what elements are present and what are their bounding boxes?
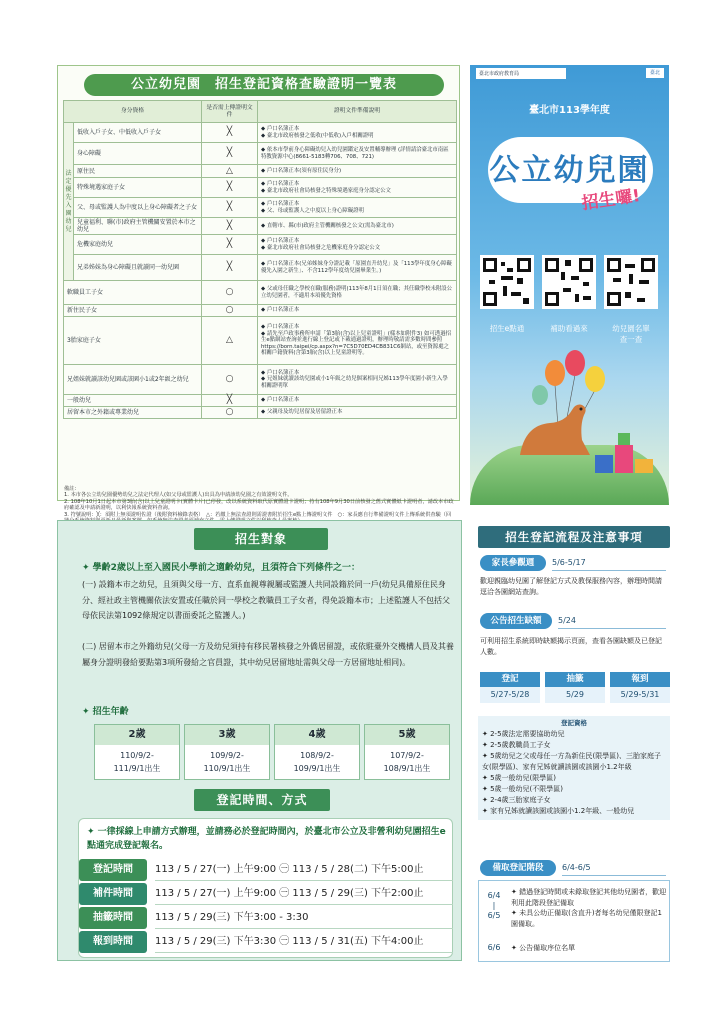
- table-row: [64, 123, 457, 143]
- qr-label-enrollment: 招生e點通: [489, 324, 525, 333]
- table-title: 公立幼兒園 招生登記資格查驗證明一覽表: [84, 74, 444, 96]
- row-doc: ◆ 戶口名簿正本 ◆ 父、母或監護人之中度以上身心障礙證明: [258, 198, 457, 218]
- qualification-table: [63, 100, 456, 488]
- time-label: 抽籤時間: [79, 907, 147, 929]
- table-row: [64, 365, 457, 395]
- stage-text-visit: 歡迎親臨幼兒園了解登記方式及教保服務內容，辦理時間請逕洽各園網站查詢。: [480, 577, 662, 596]
- corner-tag: 臺北: [646, 68, 664, 78]
- age-label: 5歲: [365, 725, 449, 745]
- time-lead: ✦ 一律採線上申請方式辦理，並請務必於登記時間內，於臺北市公立及非營利幼兒園招生e點通完成登記報名。: [87, 827, 446, 851]
- qr-code-icon[interactable]: [604, 255, 658, 309]
- row-label: 3胎家庭子女: [64, 317, 202, 365]
- step-head: 報到: [610, 672, 670, 687]
- qualification-table-panel: [57, 65, 460, 518]
- list-item: ✦ 2-5歲法定需要協助幼兒: [482, 730, 565, 738]
- target-condition-1: (一) 設籍本市之幼兒，且須與父母一方、直系血親尊親屬或監護人共同設籍於同一戶(幼兒具備原住民身分、經社政主管機關依法安置或任職於同一學校之教職員工子女者，得免設籍本市；上述監護人不包括父母依民法第1092條規定以書面委託之監護人。): [82, 580, 450, 620]
- table-row: [64, 317, 457, 365]
- time-value: 113 / 5 / 27(一) 上午9:00 ㊀ 113 / 5 / 28(二) 下午5:00止: [155, 859, 453, 881]
- eligibility-title: 登記資格: [561, 719, 587, 727]
- qr-code-icon[interactable]: [542, 255, 596, 309]
- step-date: 5/29-5/31: [610, 687, 670, 703]
- row-mark: ╳: [202, 255, 258, 281]
- row-doc: ◆ 依本市學前身心障礙幼兒入幼兒園鑑定及安置輔導辦理 (詳情請洽臺北市南區特教資源中心(8661-5183轉706、708、721): [258, 143, 457, 165]
- list-item: ✦ 5歲幼兒之父或母任一方為新住民(限學區)、三胎家庭子女(限學區)、家有兄姊就讀該園或該園小1.2年級: [482, 752, 662, 771]
- column-header-docs: 證明文件準備說明: [258, 101, 457, 123]
- row-doc: ◆ 戶口名簿正本 ◆ 臺北市政府核發之低收(中低收)入戶相關證明: [258, 123, 457, 143]
- age-born: 107/9/2- 108/9/1出生: [383, 751, 431, 773]
- time-label: 報到時間: [79, 931, 147, 953]
- step-date: 5/27-5/28: [480, 687, 540, 703]
- row-label: 身心障礙: [74, 143, 202, 165]
- list-item: ✦ 5歲一般幼兒(限學區): [482, 774, 557, 782]
- row-label: 特殊境遇家庭子女: [74, 178, 202, 198]
- step-head: 抽籤: [545, 672, 605, 687]
- target-lead: ✦ 學齡2歲以上至入國民小學前之適齡幼兒，且須符合下列條件之一：: [82, 563, 360, 573]
- row-doc: ◆ 父親母及幼兒居留及居留證正本: [258, 407, 457, 419]
- table-row: [64, 165, 457, 178]
- table-row: [64, 407, 457, 419]
- row-label: 兄姐妹就讀該幼兒園或該園小1或2年級之幼兒: [64, 365, 202, 395]
- step-report: [610, 672, 670, 703]
- age-label: 2歲: [95, 725, 179, 745]
- age-card: [274, 724, 360, 780]
- time-value: 113 / 5 / 27(一) 上午9:00 ㊀ 113 / 5 / 29(三) 下午2:00止: [155, 883, 453, 905]
- target-condition-2: (二) 居留本市之外籍幼兒(父母一方及幼兒須持有移民署核發之外僑居留證，或依駐臺外交機構人員及其養屬身分證明發給要點第3項所發給之官員證，其中幼兒居留地址需與父母一方居留地址相同)。: [82, 642, 454, 667]
- stage-tag-visit: 家長參觀週: [480, 555, 546, 571]
- row-mark: ○: [202, 407, 258, 419]
- row-label: 一般幼兒: [64, 395, 202, 407]
- row-mark: △: [202, 165, 258, 178]
- row-doc: ◆ 父或母任職之學校在職(服務)證明(113年8月1日須在職；其任職學校未附設公立幼兒園者，不適用本項優先資格: [258, 281, 457, 305]
- table-row: [64, 395, 457, 407]
- standby-date: 6/4 | 6/5: [487, 891, 501, 920]
- column-header-upload: 是否需上傳證明文件: [202, 101, 258, 123]
- process-heading: 招生登記流程及注意事項: [478, 526, 670, 548]
- step-date: 5/29: [545, 687, 605, 703]
- standby-text: ✦ 公告備取序位名單: [511, 944, 576, 952]
- dinosaur-icon: [510, 395, 600, 465]
- step-lottery: [545, 672, 605, 703]
- age-born: 109/9/2- 110/9/1出生: [203, 751, 251, 773]
- row-mark: ╳: [202, 218, 258, 235]
- row-doc: ◆ 戶口名簿正本 ◆ 臺北市政府社會局核發之危機家庭身分認定公文: [258, 235, 457, 255]
- table-row: [64, 235, 457, 255]
- stage-date-standby: 6/4-6/5: [562, 860, 666, 876]
- row-doc: ◆ 戶口名簿正本(兄弟姊妹身分證記載「原園直升幼兒」及「113學年度身心障礙優先入園之新生」、不含112學年度幼兒園畢業生。): [258, 255, 457, 281]
- stage-text-vacancy: 可利用招生系統即時缺額揭示頁面，查看各園缺額及已登記人數。: [480, 637, 662, 656]
- row-label: 新住民子女: [64, 305, 202, 317]
- side-label: 法定優先入園幼兒: [64, 123, 74, 281]
- time-row: [79, 883, 454, 905]
- row-label: 居留本市之外籍或專業幼兒: [64, 407, 202, 419]
- standby-text: ✦ 錯過登記時間或未錄取登記其他幼兒園者，歡迎利用此階段登記備取 ✦ 未具公幼正備取(含直升)者每名幼兒僅限登記1園備取。: [511, 888, 667, 928]
- age-label: 3歲: [185, 725, 269, 745]
- age-card: [184, 724, 270, 780]
- table-body: [64, 123, 457, 419]
- row-label: 父、母或監護人為中度以上身心障礙者之子女: [74, 198, 202, 218]
- table-row: [64, 198, 457, 218]
- stage-date-visit: 5/6-5/17: [552, 555, 666, 571]
- standby-box: [478, 880, 670, 962]
- row-mark: △: [202, 317, 258, 365]
- list-item: ✦ 5歲一般幼兒(不限學區): [482, 785, 564, 793]
- time-label: 補件時間: [79, 883, 147, 905]
- row-doc: ◆ 戶口名簿正本 ◆ 兄姐妹就讀該幼兒園或小1年級之幼兒個案相同兄姊113學年度園小新生入學相關證明單: [258, 365, 457, 395]
- table-row: [64, 255, 457, 281]
- row-mark: ╳: [202, 395, 258, 407]
- cover-subtitle: 招生囉!: [580, 186, 642, 214]
- step-head: 登記: [480, 672, 540, 687]
- step-register: [480, 672, 540, 703]
- row-label: 原住民: [74, 165, 202, 178]
- age-born: 110/9/2- 111/9/1出生: [113, 751, 161, 773]
- qr-label-list: 幼兒園名單 查一查: [612, 324, 650, 344]
- cover-title: 公立幼兒園: [489, 153, 650, 188]
- table-row: [64, 178, 457, 198]
- section-heading-time: 登記時間、方式: [194, 789, 330, 811]
- table-row: [64, 305, 457, 317]
- cover-year: 臺北市113學年度: [529, 105, 610, 116]
- brochure-cover: [470, 65, 669, 501]
- registration-panel: [57, 520, 462, 961]
- row-label: 兄弟姊妹為身心障礙且就讀同一幼兒園: [74, 255, 202, 281]
- age-born: 108/9/2- 109/9/1出生: [293, 751, 341, 773]
- row-mark: ╳: [202, 198, 258, 218]
- age-card: [94, 724, 180, 780]
- toy-blocks-icon: [590, 425, 660, 485]
- standby-date: 6/6: [487, 943, 501, 952]
- row-label: 兒童福利、聯(市)政府主管機關安置於本市之幼兒: [74, 218, 202, 235]
- eligibility-list: [478, 716, 670, 820]
- time-label: 登記時間: [79, 859, 147, 881]
- bureau-logo: 臺北市政府教育局: [476, 68, 566, 79]
- time-row: [79, 907, 454, 929]
- row-label: 軟職員工子女: [64, 281, 202, 305]
- qr-label-subsidy: 補助看過來: [550, 324, 588, 333]
- row-mark: ╳: [202, 178, 258, 198]
- time-value: 113 / 5 / 29(三) 下午3:30 ㊀ 113 / 5 / 31(五) 下午4:00止: [155, 931, 453, 953]
- registration-time-box: [78, 818, 453, 958]
- row-doc: ◆ 戶口名簿正本 ◆ 臺北市政府社會局核發之特殊境遇家庭身分認定公文: [258, 178, 457, 198]
- stage-date-vacancy: 5/24: [558, 613, 666, 629]
- time-row: [79, 859, 454, 881]
- stage-tag-standby: 備取登記階段: [480, 860, 556, 876]
- list-item: ✦ 家有兄姊就讀該園或該園小1.2年級、一般幼兒: [482, 807, 635, 815]
- age-title: ✦ 招生年齡: [82, 707, 129, 717]
- row-mark: ╳: [202, 143, 258, 165]
- stage-tag-vacancy: 公告招生缺額: [480, 613, 552, 629]
- row-mark: ○: [202, 365, 258, 395]
- age-label: 4歲: [275, 725, 359, 745]
- row-doc: ◆ 戶口名簿正本: [258, 395, 457, 407]
- list-item: ✦ 2-5歲教職員工子女: [482, 741, 551, 749]
- table-row: [64, 218, 457, 235]
- table-note: 備註： 1. 本市各公立幼兒園優勢幼兒之法定代理人(如父母或監護人)出具為申請該幼兒園之有效證明文件。 2. 108年10月1日起本市第3胎(含)以上兒童證明卡(實體卡片)已停發，改以系統資料取代原實體證卡證明；持有108年9月30日前核發之舊式實體紙卡證明者，請改本市政府確認及申請新證明，以利快報系統資料查詢。 3. 符號說明：╳：須附上無須證明佐證（後附資料檢錄表格） △：若繳上無法查證則需證書附於招生e點上傳證明文件 ○：家長應自行準備證明文件上傳系統供查驗（回: [64, 486, 454, 518]
- section-heading-target: 招生對象: [194, 528, 328, 550]
- row-doc: ◆ 戶口名簿正本(須有原住民身分): [258, 165, 457, 178]
- row-mark: ╳: [202, 235, 258, 255]
- list-item: ✦ 2-4歲三胎家庭子女: [482, 796, 551, 804]
- row-label: 危機家庭幼兒: [74, 235, 202, 255]
- row-mark: ○: [202, 281, 258, 305]
- row-label: 低收入戶子女、中低收入戶子女: [74, 123, 202, 143]
- column-header-identity: 身分資格: [64, 101, 202, 123]
- age-card: [364, 724, 450, 780]
- time-value: 113 / 5 / 29(三) 下午3:00 - 3:30: [155, 907, 453, 929]
- row-mark: ╳: [202, 123, 258, 143]
- row-mark: ○: [202, 305, 258, 317]
- cover-subtitle-badge: [556, 183, 666, 217]
- table-row: [64, 281, 457, 305]
- qr-code-icon[interactable]: [480, 255, 534, 309]
- time-row: [79, 931, 454, 953]
- row-doc: ◆ 戶口名簿正本: [258, 305, 457, 317]
- row-doc: ◆ 直轄市、縣(市)政府主管機關核發之公文(需為臺北市): [258, 218, 457, 235]
- row-doc: ◆ 戶口名簿正本 ◆ 請先至戶政事務所申請「第3胎(含)以上兒童證明」(樣本如附件3) 如可透過招生e點網站查詢並進行線上登記或下載通過證明，辦理時敬請需多數時間參照 https://born.taipei/cp.aspx?n=7C5D70ED4CB831C6網站，或至資源處之相關戶籍資料(含第3胎(含)以上兒童證明等。: [258, 317, 457, 365]
- table-row: [64, 143, 457, 165]
